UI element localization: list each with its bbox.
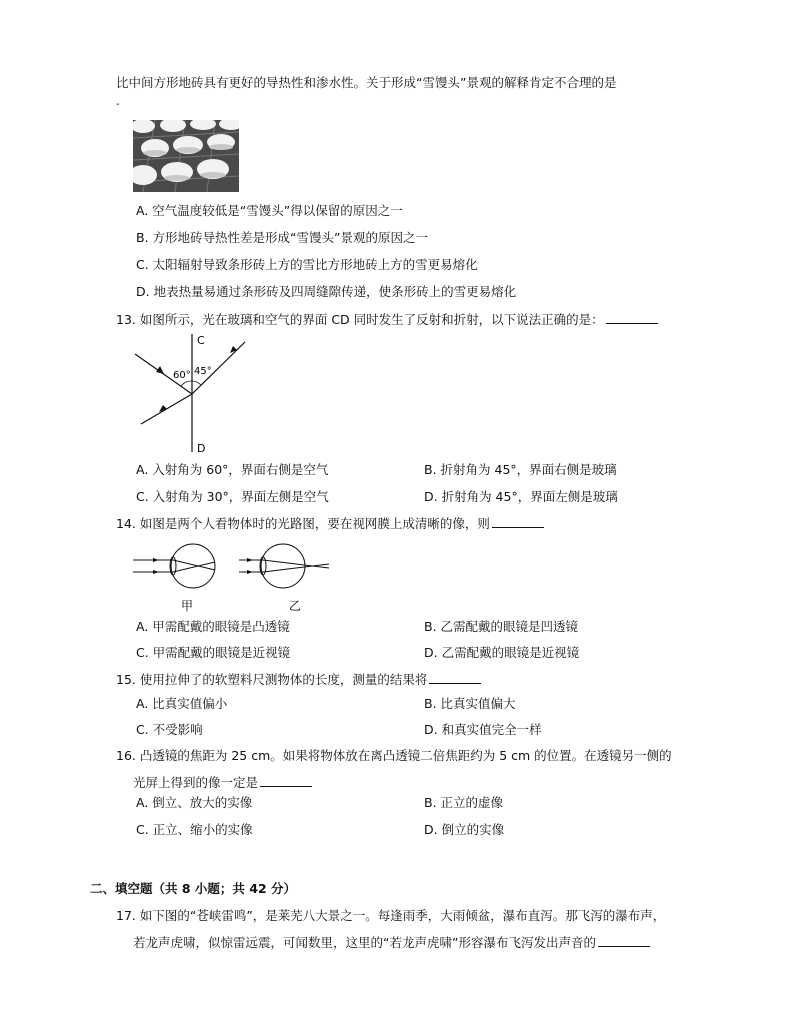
q15-stem-text: 15. 使用拉伸了的软塑料尺测物体的长度，测量的结果将	[116, 672, 428, 687]
label-d: D	[197, 442, 206, 454]
q17-stem-text: 若龙声虎啸，似惊雷远震，可闻数里，这里的“若龙声虎啸”形容瀑布飞泻发出声音的	[133, 935, 596, 950]
label-yi: 乙	[289, 599, 302, 612]
snow-bun-photo	[133, 120, 239, 192]
q14-option-b[interactable]: B. 乙需配戴的眼镜是凹透镜	[424, 619, 579, 634]
q14-option-d[interactable]: D. 乙需配戴的眼镜是近视镜	[424, 645, 580, 660]
q12-option-d[interactable]: D. 地表热量易通过条形砖及四周缝隙传递，使条形砖上的雪更易熔化	[136, 284, 517, 299]
label-jia: 甲	[181, 599, 194, 612]
q12-option-c[interactable]: C. 太阳辐射导致条形砖上方的雪比方形地砖上方的雪更易熔化	[136, 257, 478, 272]
q16-option-c[interactable]: C. 正立、缩小的实像	[136, 822, 253, 837]
angle-60: 60°	[173, 370, 191, 381]
q14-answer-blank[interactable]	[492, 515, 544, 528]
q13-option-a[interactable]: A. 入射角为 60°，界面右侧是空气	[136, 462, 329, 477]
q17-answer-blank[interactable]	[598, 934, 650, 947]
q13-stem-text: 13. 如图所示，光在玻璃和空气的界面 CD 同时发生了反射和折射，以下说法正确的是：	[116, 312, 604, 327]
q15-stem	[116, 671, 481, 688]
q15-option-b[interactable]: B. 比真实值偏大	[424, 696, 516, 711]
q17-stem-line2	[133, 934, 650, 951]
q16-stem-line2	[133, 774, 312, 791]
angle-45: 45°	[194, 366, 212, 377]
q17-stem-line1: 17. 如下图的“苍峡雷鸣”，是莱芜八大景之一。每逢雨季，大雨倾盆，瀑布直泻。那飞泻的瀑布声，	[116, 908, 666, 923]
q12-option-b[interactable]: B. 方形地砖导热性差是形成“雪馒头”景观的原因之一	[136, 230, 428, 245]
q12-stem-continuation: 比中间方形地砖具有更好的导热性和渗水性。关于形成“雪馒头”景观的解释肯定不合理的是	[116, 75, 617, 90]
q12-option-a[interactable]: A. 空气温度较低是“雪馒头”得以保留的原因之一	[136, 203, 403, 218]
q16-stem-line1: 16. 凸透镜的焦距为 25 cm。如果将物体放在离凸透镜二倍焦距约为 5 cm 的位置。在透镜另一侧的	[116, 748, 672, 763]
label-c: C	[197, 334, 205, 347]
q16-answer-blank[interactable]	[260, 774, 312, 787]
refraction-diagram	[133, 332, 263, 454]
q13-answer-blank[interactable]	[606, 311, 658, 324]
q15-option-d[interactable]: D. 和真实值完全一样	[424, 722, 542, 737]
q16-option-d[interactable]: D. 倒立的实像	[424, 822, 505, 837]
q14-stem-text: 14. 如图是两个人看物体时的光路图，要在视网膜上成清晰的像，则	[116, 516, 490, 531]
q12-stem-tail: -	[116, 99, 120, 110]
q15-answer-blank[interactable]	[429, 671, 481, 684]
q14-option-c[interactable]: C. 甲需配戴的眼镜是近视镜	[136, 645, 291, 660]
q13-option-d[interactable]: D. 折射角为 45°，界面左侧是玻璃	[424, 489, 618, 504]
q13-stem	[116, 311, 658, 328]
q15-option-c[interactable]: C. 不受影响	[136, 722, 203, 737]
q14-stem	[116, 515, 544, 532]
q13-option-b[interactable]: B. 折射角为 45°，界面右侧是玻璃	[424, 462, 617, 477]
q15-option-a[interactable]: A. 比真实值偏小	[136, 696, 228, 711]
q13-option-c[interactable]: C. 入射角为 30°，界面左侧是空气	[136, 489, 329, 504]
section-title-fill-in: 二、填空题（共 8 小题；共 42 分）	[90, 881, 297, 896]
q16-option-a[interactable]: A. 倒立、放大的实像	[136, 795, 253, 810]
eye-diagrams	[133, 540, 343, 612]
q16-option-b[interactable]: B. 正立的虚像	[424, 795, 504, 810]
q16-stem-text: 光屏上得到的像一定是	[133, 775, 259, 790]
q14-option-a[interactable]: A. 甲需配戴的眼镜是凸透镜	[136, 619, 290, 634]
